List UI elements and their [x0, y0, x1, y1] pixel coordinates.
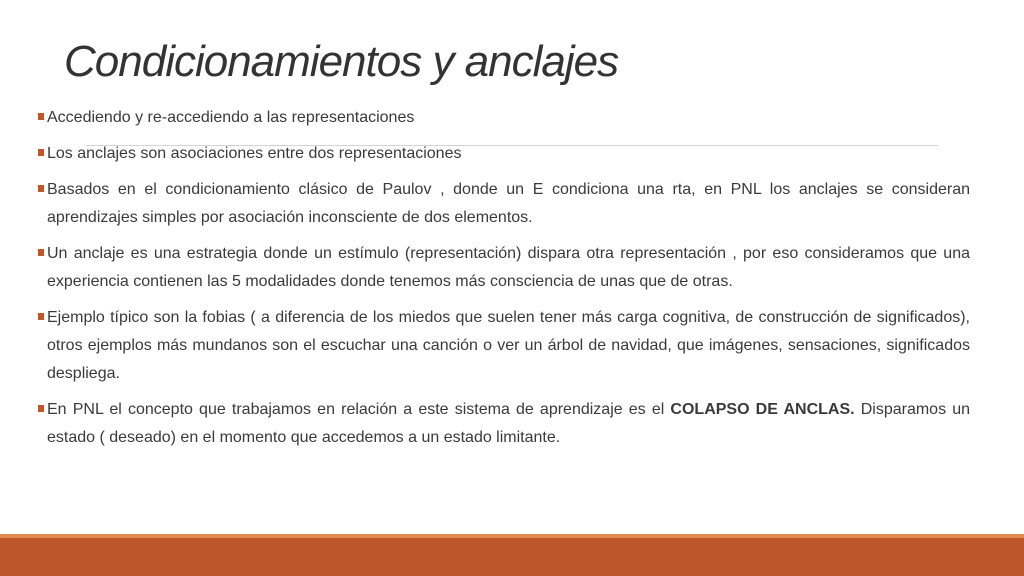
footer-bar-highlight: [0, 534, 1024, 538]
bullet-item: [38, 104, 970, 132]
bullet-text-bold: COLAPSO DE ANCLAS.: [670, 401, 855, 418]
slide-title: Condicionamientos y anclajes: [64, 37, 619, 86]
bullet-text: Basados en el condicionamiento clásico de Paulov , donde un E condiciona una rta, en PNL los anclajes se consideran aprendizajes simples por asociación inconsciente de dos elementos.: [47, 181, 970, 226]
square-bullet-icon: [38, 249, 44, 256]
bullet-item: [38, 396, 970, 452]
square-bullet-icon: [38, 185, 44, 192]
bullet-item: [38, 304, 970, 388]
bullet-item: [38, 240, 970, 296]
square-bullet-icon: [38, 113, 44, 120]
square-bullet-icon: [38, 405, 44, 412]
square-bullet-icon: [38, 149, 44, 156]
bullet-item: [38, 176, 970, 232]
square-bullet-icon: [38, 313, 44, 320]
bullet-text: Ejemplo típico son la fobias ( a diferencia de los miedos que suelen tener más carga cognitiva, de construcción de significados), otros ejemplos más mundanos son el escuchar una canción o ver un árbol de navidad, que imágenes, sensaciones, significados despliega.: [47, 309, 970, 382]
bullet-text: Accediendo y re-accediendo a las representaciones: [47, 109, 415, 126]
bullet-text-after: Disparamos un estado ( deseado) en el momento que accedemos a un estado limitante.: [47, 401, 971, 446]
bullet-text: Un anclaje es una estrategia donde un estímulo (representación) dispara otra representación , por eso consideramos que una experiencia contienen las 5 modalidades donde tenemos más consciencia de unas que de otras.: [47, 245, 970, 290]
bullet-list: [38, 104, 970, 452]
bullet-item: [38, 140, 970, 168]
bullet-text-before: En PNL el concepto que trabajamos en relación a este sistema de aprendizaje es el: [47, 401, 671, 418]
footer-bar: [0, 534, 1024, 576]
bullet-text: Los anclajes son asociaciones entre dos representaciones: [47, 145, 462, 162]
